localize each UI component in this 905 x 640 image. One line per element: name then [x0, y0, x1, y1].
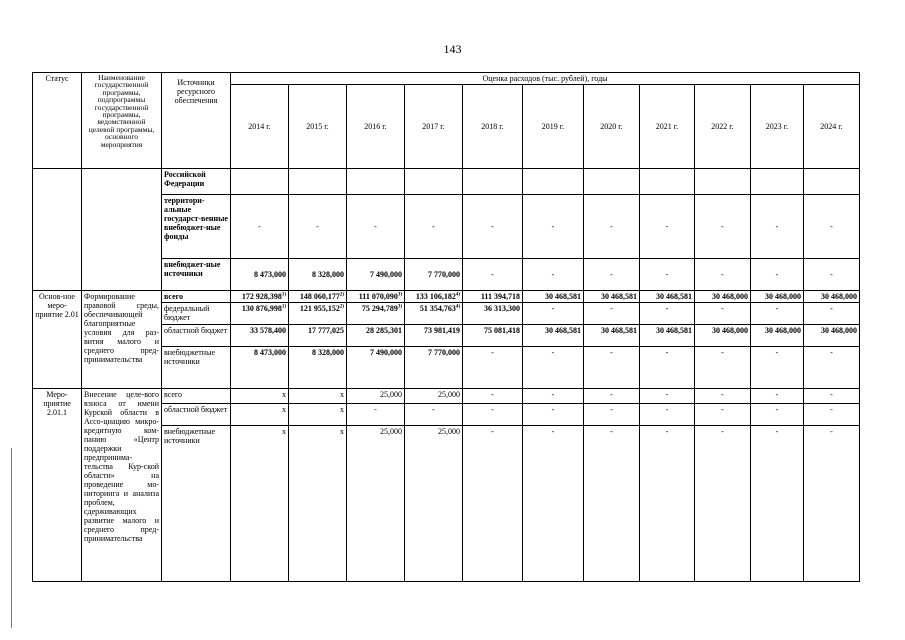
- value-text: -: [610, 405, 613, 414]
- value-text: 30 468,581: [545, 292, 581, 301]
- value-cell: -: [695, 195, 751, 259]
- value-cell: [584, 389, 640, 404]
- value-cell: [695, 169, 751, 195]
- value-cell: -: [463, 195, 523, 259]
- value-text: 148 060,177: [299, 292, 340, 301]
- source-label: федеральный бюджет: [162, 303, 231, 325]
- value-cell: [804, 426, 860, 582]
- value-cell: [405, 426, 463, 582]
- value-cell: [231, 303, 289, 325]
- budget-table: [32, 72, 860, 582]
- value-text: 36 313,300: [484, 304, 520, 313]
- value-text: 25,000: [438, 390, 460, 399]
- footnote-mark: 3): [397, 304, 402, 310]
- year-header-2020: 2020 г.: [584, 85, 640, 169]
- value-text: 121 955,152: [299, 304, 340, 313]
- continuation-status-cell: [33, 169, 82, 291]
- value-cell: [523, 325, 584, 347]
- value-cell: [751, 347, 804, 389]
- footnote-mark: 4): [455, 304, 460, 310]
- value-cell: [347, 303, 405, 325]
- source-label: внебюджетные источники: [162, 347, 231, 389]
- value-cell: [695, 404, 751, 426]
- value-cell: [804, 389, 860, 404]
- value-text: -: [721, 304, 724, 313]
- value-cell: -: [640, 259, 695, 291]
- value-cell: [289, 426, 347, 582]
- year-header-2024: 2024 г.: [804, 85, 860, 169]
- value-text: 111 394,718: [480, 292, 520, 301]
- value-text: -: [491, 405, 494, 414]
- value-cell: [347, 404, 405, 426]
- value-cell: [695, 325, 751, 347]
- value-text: -: [775, 427, 779, 436]
- value-cell: [640, 303, 695, 325]
- header-estimate: Оценка расходов (тыс. рублей), годы: [231, 73, 860, 85]
- value-text: 17 777,025: [308, 326, 344, 335]
- value-cell: [640, 291, 695, 303]
- value-text: -: [551, 304, 555, 313]
- year-header-2018: 2018 г.: [463, 85, 523, 169]
- year-header-2015: 2015 г.: [289, 85, 347, 169]
- value-cell: [231, 291, 289, 303]
- year-header-2017: 2017 г.: [405, 85, 463, 169]
- value-cell: [695, 389, 751, 404]
- value-text: -: [374, 405, 377, 414]
- continuation-row: [33, 169, 860, 195]
- value-text: 25,000: [380, 390, 402, 399]
- value-text: x: [340, 427, 344, 436]
- continuation-name-cell: [82, 169, 162, 291]
- footnote-mark: 2): [339, 292, 344, 298]
- value-text: -: [491, 390, 494, 399]
- value-cell: [523, 426, 584, 582]
- value-text: 25,000: [380, 427, 402, 436]
- header-sources: Источники ресурсного обеспечения: [162, 73, 231, 169]
- value-cell: [584, 347, 640, 389]
- value-text: 30 468,581: [601, 292, 637, 301]
- header-row: [33, 73, 860, 85]
- value-cell: [584, 404, 640, 426]
- value-cell: [584, 303, 640, 325]
- value-cell: [405, 291, 463, 303]
- value-cell: [695, 426, 751, 582]
- value-text: x: [340, 390, 344, 399]
- value-cell: [463, 389, 523, 404]
- value-cell: -: [231, 195, 289, 259]
- value-cell: [751, 389, 804, 404]
- value-cell: [751, 404, 804, 426]
- value-cell: [405, 404, 463, 426]
- group1-name: Формирование правовой среды, обеспечивающей благоприятные условия для раз-вития малого и среднего пред-принимательства: [82, 291, 162, 389]
- year-header-2014: 2014 г.: [231, 85, 289, 169]
- value-text: -: [551, 348, 555, 357]
- value-cell: [584, 169, 640, 195]
- value-cell: [463, 426, 523, 582]
- value-cell: -: [405, 195, 463, 259]
- value-text: 30 468,000: [712, 292, 748, 301]
- value-text: -: [432, 405, 435, 414]
- value-text: 28 285,301: [366, 326, 402, 335]
- value-cell: -: [584, 259, 640, 291]
- value-text: -: [610, 348, 613, 357]
- value-text: 51 354,763: [419, 304, 456, 313]
- source-label: областной бюджет: [162, 325, 231, 347]
- value-cell: [405, 325, 463, 347]
- value-cell: [231, 389, 289, 404]
- value-text: 30 468,000: [821, 292, 857, 301]
- value-text: 111 070,090: [358, 292, 398, 301]
- value-cell: [695, 347, 751, 389]
- value-cell: -: [584, 195, 640, 259]
- value-text: -: [830, 304, 833, 313]
- value-cell: [751, 291, 804, 303]
- footnote-mark: 4): [455, 292, 460, 298]
- value-cell: [584, 426, 640, 582]
- footnote-mark: 3): [397, 292, 402, 298]
- value-cell: [695, 291, 751, 303]
- value-cell: [463, 169, 523, 195]
- value-text: -: [665, 427, 669, 436]
- value-cell: [804, 303, 860, 325]
- value-cell: [804, 325, 860, 347]
- value-text: -: [551, 390, 555, 399]
- value-text: 30 468,000: [712, 326, 748, 335]
- scan-margin-line: [11, 448, 12, 628]
- footnote-mark: 1): [281, 304, 286, 310]
- year-header-2019: 2019 г.: [523, 85, 584, 169]
- value-cell: [523, 347, 584, 389]
- value-text: x: [282, 390, 286, 399]
- value-cell: [584, 325, 640, 347]
- table-row: [33, 291, 860, 303]
- value-text: 8 473,000: [254, 348, 286, 357]
- value-cell: [523, 169, 584, 195]
- source-label: всего: [162, 389, 231, 404]
- value-cell: [231, 426, 289, 582]
- value-cell: [231, 325, 289, 347]
- value-cell: [751, 325, 804, 347]
- value-cell: [289, 291, 347, 303]
- value-text: -: [665, 390, 669, 399]
- value-cell: [405, 169, 463, 195]
- value-cell: [804, 291, 860, 303]
- group1-status: Основ-ное меро-приятие 2.01: [33, 291, 82, 389]
- value-cell: [523, 404, 584, 426]
- source-label: всего: [162, 291, 231, 303]
- value-cell: [289, 389, 347, 404]
- value-text: -: [491, 348, 494, 357]
- value-cell: [231, 404, 289, 426]
- source-label: Российской Федерации: [162, 169, 231, 195]
- footnote-mark: 2): [339, 304, 344, 310]
- value-text: 75 081,418: [484, 326, 520, 335]
- value-text: x: [340, 405, 344, 414]
- value-cell: -: [695, 259, 751, 291]
- year-header-2023: 2023 г.: [751, 85, 804, 169]
- value-cell: [695, 303, 751, 325]
- table-row: [33, 389, 860, 404]
- value-text: -: [830, 427, 833, 436]
- value-text: -: [830, 405, 833, 414]
- value-text: 7 490,000: [370, 348, 402, 357]
- value-cell: [640, 347, 695, 389]
- value-text: 30 468,000: [821, 326, 857, 335]
- value-cell: [289, 169, 347, 195]
- value-cell: [289, 303, 347, 325]
- value-cell: [640, 389, 695, 404]
- value-text: -: [830, 348, 833, 357]
- value-text: -: [830, 390, 833, 399]
- value-text: -: [665, 348, 669, 357]
- value-cell: [289, 325, 347, 347]
- value-text: 73 981,419: [424, 326, 460, 335]
- value-text: 30 468,581: [656, 292, 692, 301]
- value-cell: -: [751, 259, 804, 291]
- value-cell: [289, 404, 347, 426]
- year-header-2016: 2016 г.: [347, 85, 405, 169]
- value-cell: -: [640, 195, 695, 259]
- value-text: 30 468,581: [601, 326, 637, 335]
- value-text: -: [665, 304, 669, 313]
- value-cell: -: [804, 259, 860, 291]
- value-text: 172 928,398: [241, 292, 282, 301]
- value-cell: [231, 347, 289, 389]
- value-cell: [347, 291, 405, 303]
- header-status: Статус: [33, 73, 82, 169]
- value-cell: [523, 389, 584, 404]
- value-cell: [640, 169, 695, 195]
- value-cell: [804, 347, 860, 389]
- value-text: 30 468,581: [545, 326, 581, 335]
- value-cell: 8 328,000: [289, 259, 347, 291]
- value-cell: -: [347, 195, 405, 259]
- value-text: -: [775, 405, 779, 414]
- value-text: 30 468,000: [765, 292, 801, 301]
- source-label: внебюджетные источники: [162, 426, 231, 582]
- value-cell: [640, 426, 695, 582]
- value-text: 25,000: [438, 427, 460, 436]
- value-cell: -: [523, 259, 584, 291]
- value-cell: [405, 347, 463, 389]
- value-text: -: [721, 427, 724, 436]
- value-text: 8 328,000: [312, 348, 344, 357]
- value-cell: [584, 291, 640, 303]
- value-text: -: [610, 427, 613, 436]
- value-cell: -: [523, 195, 584, 259]
- value-text: 33 578,400: [250, 326, 286, 335]
- value-cell: [463, 347, 523, 389]
- value-text: 130 876,998: [241, 304, 282, 313]
- value-cell: [640, 404, 695, 426]
- footnote-mark: 1): [281, 292, 286, 298]
- value-text: -: [775, 348, 779, 357]
- value-cell: 7 770,000: [405, 259, 463, 291]
- source-label: территори-альные государст-венные внебюджет-ные фонды: [162, 195, 231, 259]
- group2-status: Меро-приятие 2.01.1: [33, 389, 82, 582]
- year-header-2021: 2021 г.: [640, 85, 695, 169]
- value-cell: [405, 389, 463, 404]
- value-cell: 7 490,000: [347, 259, 405, 291]
- value-cell: [523, 291, 584, 303]
- value-cell: [751, 303, 804, 325]
- value-cell: [751, 169, 804, 195]
- value-text: -: [551, 427, 555, 436]
- source-label: областной бюджет: [162, 404, 231, 426]
- value-cell: -: [804, 195, 860, 259]
- header-name: Наименование государственной программы, подпрограммы государственной программы, ведомственной целевой программы, основного мероприятия: [82, 73, 162, 169]
- value-text: -: [610, 304, 613, 313]
- value-text: -: [721, 405, 724, 414]
- value-text: -: [775, 390, 779, 399]
- value-cell: -: [751, 195, 804, 259]
- value-cell: [347, 347, 405, 389]
- page-number: 143: [443, 42, 462, 56]
- value-cell: [347, 426, 405, 582]
- value-text: 30 468,000: [765, 326, 801, 335]
- value-cell: [523, 303, 584, 325]
- value-text: -: [491, 427, 494, 436]
- value-cell: [405, 303, 463, 325]
- value-cell: -: [463, 259, 523, 291]
- value-cell: 8 473,000: [231, 259, 289, 291]
- value-text: x: [282, 427, 286, 436]
- value-cell: [804, 404, 860, 426]
- value-text: -: [721, 390, 724, 399]
- value-cell: [804, 169, 860, 195]
- value-cell: [463, 291, 523, 303]
- value-text: 75 294,789: [361, 304, 398, 313]
- group2-name: Внесение целе-вого взноса от имени Курской области в Ассо-циацию микро-кредитную ком-панию «Центр поддержки предпринима-тельства Кур-ской области» на проведение мо-ниторинга и анализа проблем, сдерживающих развитие малого и среднего пред-принимательства: [82, 389, 162, 582]
- value-cell: [231, 169, 289, 195]
- value-text: 7 770,000: [428, 348, 460, 357]
- value-cell: [463, 303, 523, 325]
- year-header-2022: 2022 г.: [695, 85, 751, 169]
- value-cell: [640, 325, 695, 347]
- value-text: 30 468,581: [656, 326, 692, 335]
- value-cell: [289, 347, 347, 389]
- value-text: -: [775, 304, 779, 313]
- value-cell: [347, 169, 405, 195]
- value-text: x: [282, 405, 286, 414]
- value-cell: [347, 325, 405, 347]
- value-text: -: [610, 390, 613, 399]
- value-cell: [751, 426, 804, 582]
- value-text: -: [665, 405, 669, 414]
- value-cell: [347, 389, 405, 404]
- value-text: 133 106,182: [415, 292, 456, 301]
- value-text: -: [721, 348, 724, 357]
- value-cell: -: [289, 195, 347, 259]
- value-cell: [463, 404, 523, 426]
- value-text: -: [551, 405, 555, 414]
- value-cell: [463, 325, 523, 347]
- source-label: внебюджет-ные источники: [162, 259, 231, 291]
